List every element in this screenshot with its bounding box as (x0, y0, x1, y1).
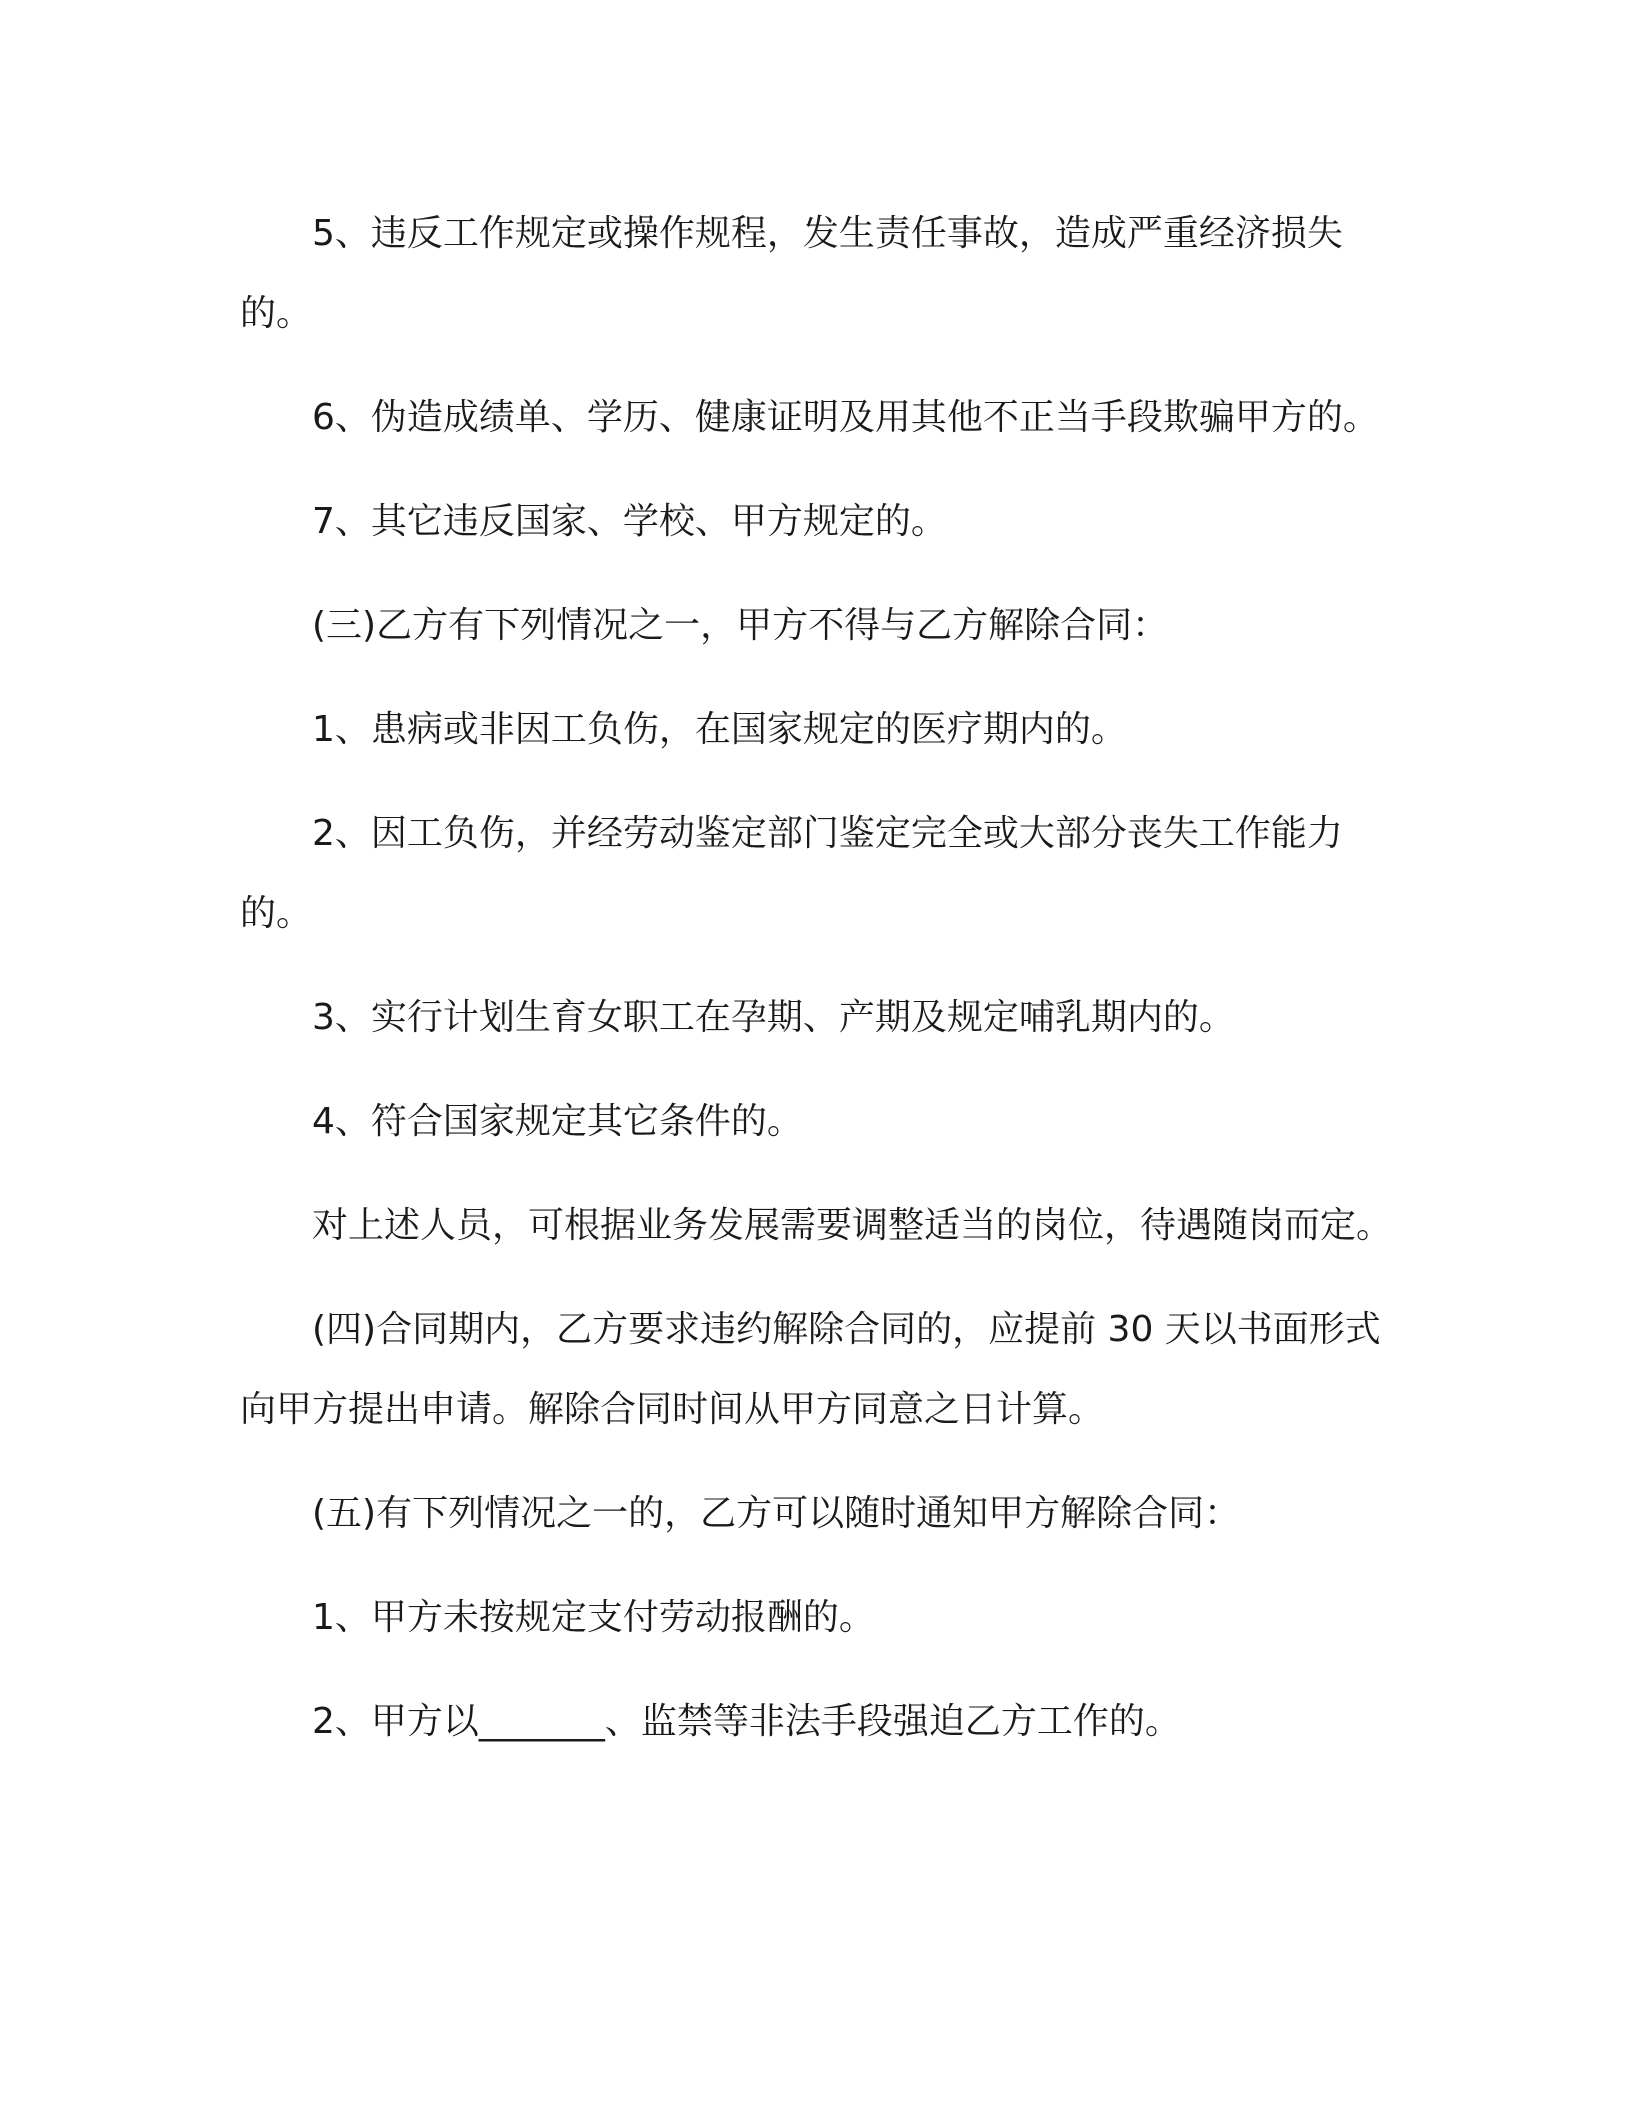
paragraph-section-4: (四)合同期内，乙方要求违约解除合同的，应提前 30 天以书面形式向甲方提出申请。解除合同时间从甲方同意之日计算。 (240, 1309, 1381, 1430)
paragraph-clause-7: 7、其它违反国家、学校、甲方规定的。 (312, 501, 947, 542)
paragraph-section-3-item-2: 2、因工负伤，并经劳动鉴定部门鉴定完全或大部分丧失工作能力的。 (240, 813, 1343, 934)
paragraph-section-5-item-1: 1、甲方未按规定支付劳动报酬的。 (312, 1597, 875, 1638)
paragraph-section-3-item-3: 3、实行计划生育女职工在孕期、产期及规定哺乳期内的。 (312, 997, 1235, 1038)
paragraph-section-3-item-1: 1、患病或非因工负伤，在国家规定的医疗期内的。 (312, 709, 1127, 750)
paragraph-section-3-item-4: 4、符合国家规定其它条件的。 (312, 1101, 803, 1142)
paragraph-section-3-heading: (三)乙方有下列情况之一，甲方不得与乙方解除合同： (312, 605, 1169, 646)
paragraph-adjustment-note: 对上述人员，可根据业务发展需要调整适当的岗位，待遇随岗而定。 (312, 1205, 1393, 1246)
paragraph-section-5-heading: (五)有下列情况之一的，乙方可以随时通知甲方解除合同： (312, 1493, 1241, 1534)
paragraph-section-5-item-2: 2、甲方以_______、监禁等非法手段强迫乙方工作的。 (312, 1701, 1181, 1742)
paragraph-clause-5: 5、违反工作规定或操作规程，发生责任事故，造成严重经济损失的。 (240, 213, 1343, 334)
paragraph-clause-6: 6、伪造成绩单、学历、健康证明及用其他不正当手段欺骗甲方的。 (312, 397, 1379, 438)
document-body (240, 194, 1402, 1786)
